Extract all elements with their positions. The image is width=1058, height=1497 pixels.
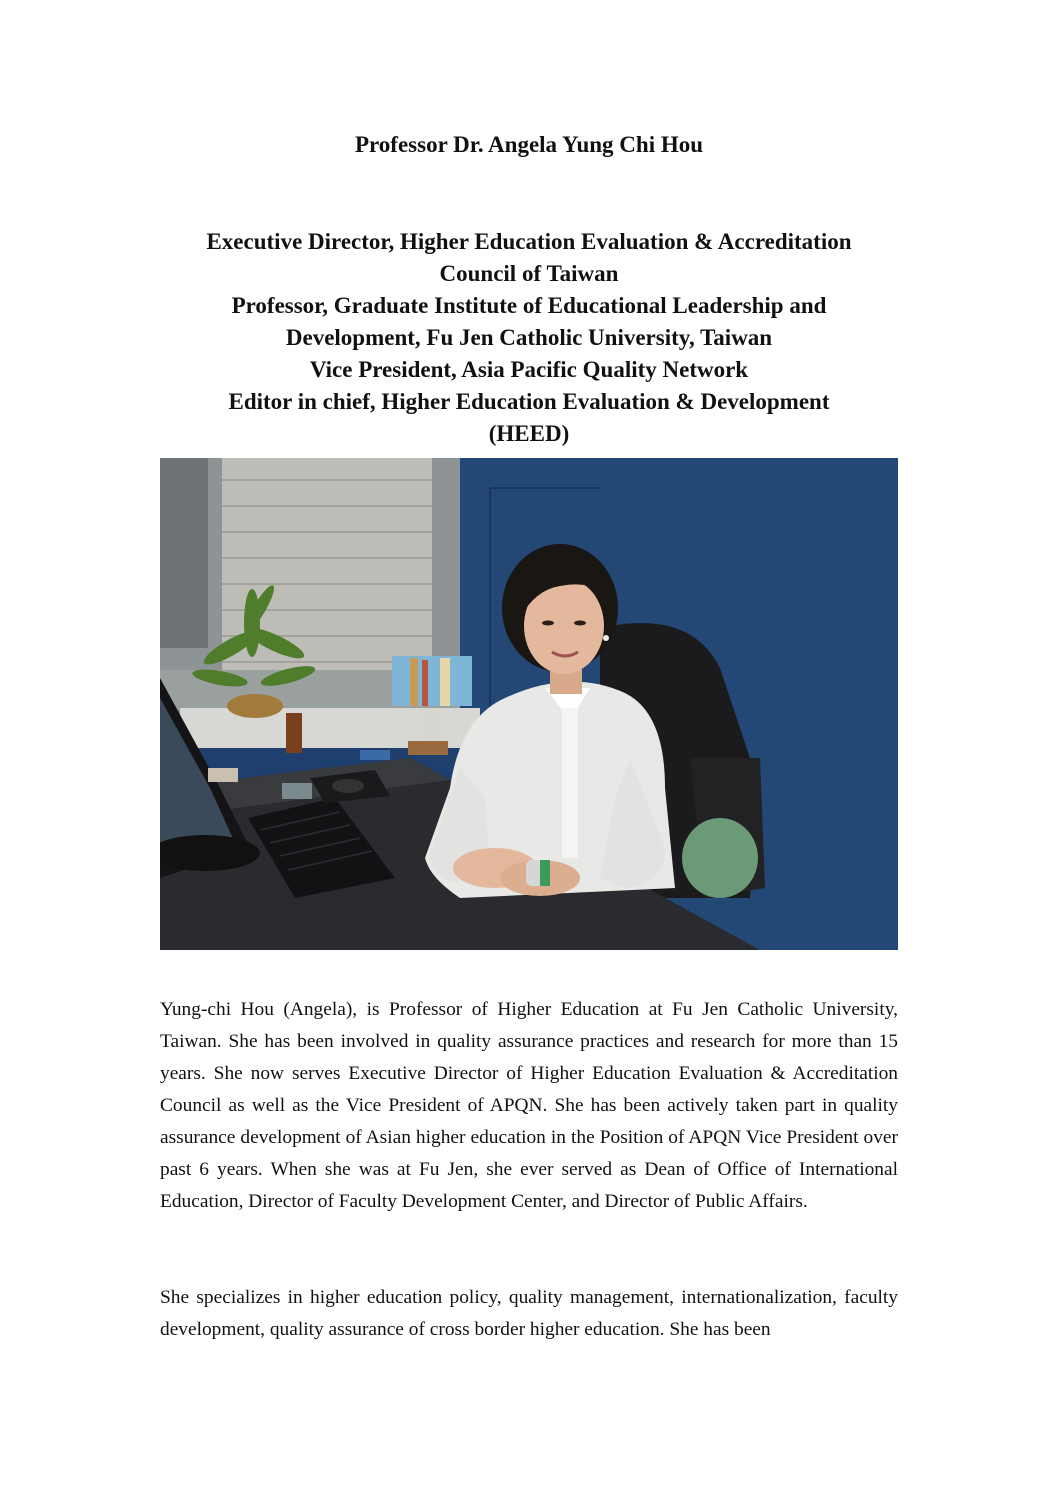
title-line: Council of Taiwan: [439, 261, 619, 286]
page-title: Professor Dr. Angela Yung Chi Hou: [354, 132, 704, 157]
title-line: Development, Fu Jen Catholic University, Taiwan: [285, 325, 773, 350]
title-line: Vice President, Asia Pacific Quality Network: [309, 357, 749, 382]
title-line: (HEED): [488, 421, 570, 446]
bio-paragraph-2: [160, 1282, 898, 1346]
title-line: Executive Director, Higher Education Evaluation & Accreditation: [206, 229, 852, 254]
position-titles: [120, 226, 938, 450]
bio-text: She specializes in higher education policy, quality management, internationalization, faculty development, quality assurance of cross border higher education. She has been: [160, 1287, 898, 1340]
bio-text: Yung-chi Hou (Angela), is Professor of Higher Education at Fu Jen Catholic University, Taiwan. She has been involved in quality assurance practices and research for more than 15 years. She now serves Executive Director of Higher Education Evaluation & Accreditation Council as well as the Vice President of APQN. She has been actively taken part in quality assurance development of Asian higher education in the Position of APQN Vice President over past 6 years. When she was at Fu Jen, she ever served as Dean of Office of International Education, Director of Faculty Development Center, and Director of Public Affairs.: [160, 999, 898, 1212]
title-line: Editor in chief, Higher Education Evaluation & Development: [228, 389, 830, 414]
bio-paragraph-1: [160, 994, 898, 1218]
title-line: Professor, Graduate Institute of Educational Leadership and: [231, 293, 827, 318]
portrait-photo: [160, 458, 898, 950]
